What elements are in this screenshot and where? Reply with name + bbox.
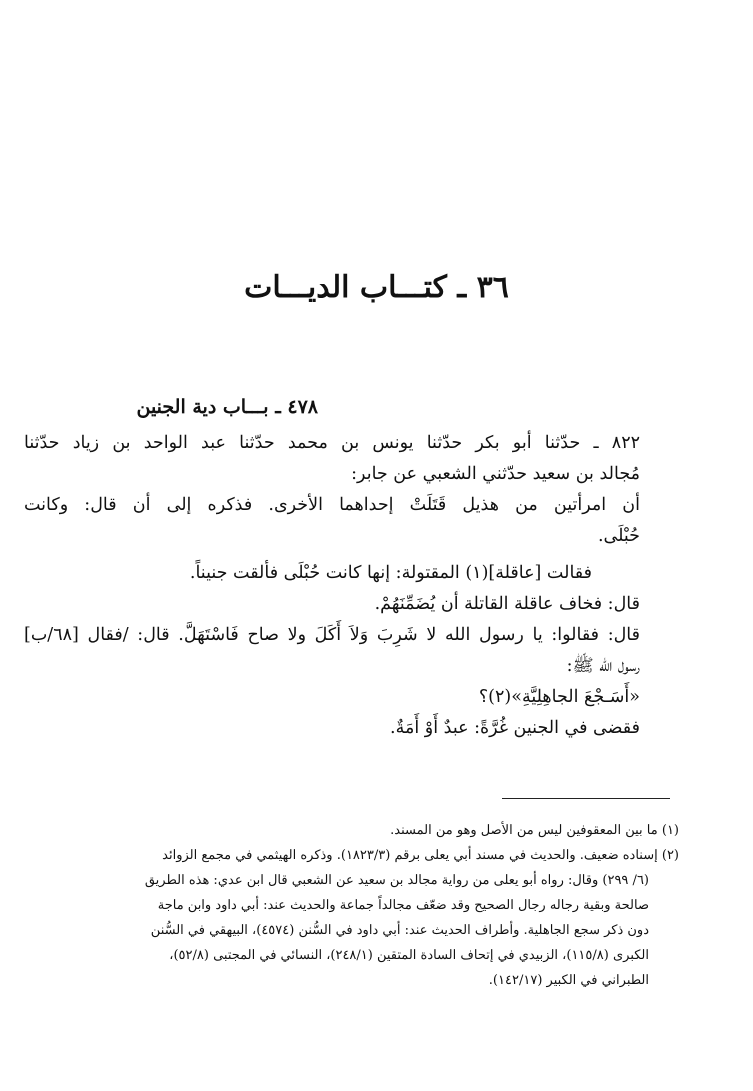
hadith-line: حُبْلَى. <box>597 526 640 546</box>
hadith-line: أن امرأتين من هذيل قَتَلَتْ إحداهما الأخرى. فذكره إلى أن قال: وكانت <box>24 495 640 515</box>
hadith-line: «أَسَـجْعَ الجاهِلِيَّةِ»(٢)؟ <box>478 687 640 707</box>
chapter-title: ٤٧٨ ـ بـــاب دية الجنين <box>136 396 318 418</box>
footnote-line: صالحة وبقية رجاله رجال الصحيح وقد ضعّف مجالداً جماعة والحديث عند: أبي داود وابن ماجة <box>157 898 649 913</box>
footnote-divider <box>502 798 670 799</box>
hadith-line: ٨٢٢ ـ حدّثنا أبو بكر حدّثنا يونس بن محمد حدّثنا عبد الواحد بن زياد حدّثنا <box>24 433 640 453</box>
hadith-line: فقالت [عاقلة](١) المقتولة: إنها كانت حُبْلَى فألقت جنيناً. <box>189 563 592 583</box>
hadith-text <box>24 428 640 744</box>
footnotes <box>29 818 679 993</box>
book-title: ٣٦ ـ كتـــاب الديـــات <box>244 270 509 305</box>
hadith-line: رسول الله ﷺ: <box>566 656 640 676</box>
hadith-line: قال: فقالوا: يا رسول الله لا شَرِبَ وَلاَ أَكَلَ ولا صاح فَاسْتَهَلَّ. قال: /فقال [٦٨/ب] <box>24 625 640 645</box>
hadith-line: قال: فخاف عاقلة القاتلة أن يُضَمِّنَهُمْ. <box>374 594 640 614</box>
hadith-line: فقضى في الجنين غُرَّةً: عبدٌ أَوْ أَمَةٌ. <box>390 718 640 738</box>
footnote-line: دون ذكر سجع الجاهلية. وأطراف الحديث عند: أبي داود في السُّنن (٤٥٧٤)، البيهقي في السُّنن <box>150 923 649 938</box>
footnote-line: (٦/ ٢٩٩) وقال: رواه أبو يعلى من رواية مجالد بن سعيد عن الشعبي قال ابن عدي: هذه الطريق <box>144 873 649 888</box>
footnote-line: الطبراني في الكبير (١٤٢/١٧). <box>488 973 649 988</box>
footnote-line: الكبرى (١١٥/٨)، الزبيدي في إتحاف السادة المتقين (٢٤٨/١)، النسائي في المجتبى (٥٢/٨)، <box>169 948 649 963</box>
footnote-line: (٢) إسناده ضعيف. والحديث في مسند أبي يعلى برقم (١٨٢٣/٣). وذكره الهيثمي في مجمع الزوائد <box>162 848 679 863</box>
footnote-line: (١) ما بين المعقوفين ليس من الأصل وهو من المسند. <box>390 823 679 838</box>
hadith-line: مُجالد بن سعيد حدّثني الشعبي عن جابر: <box>351 464 640 484</box>
